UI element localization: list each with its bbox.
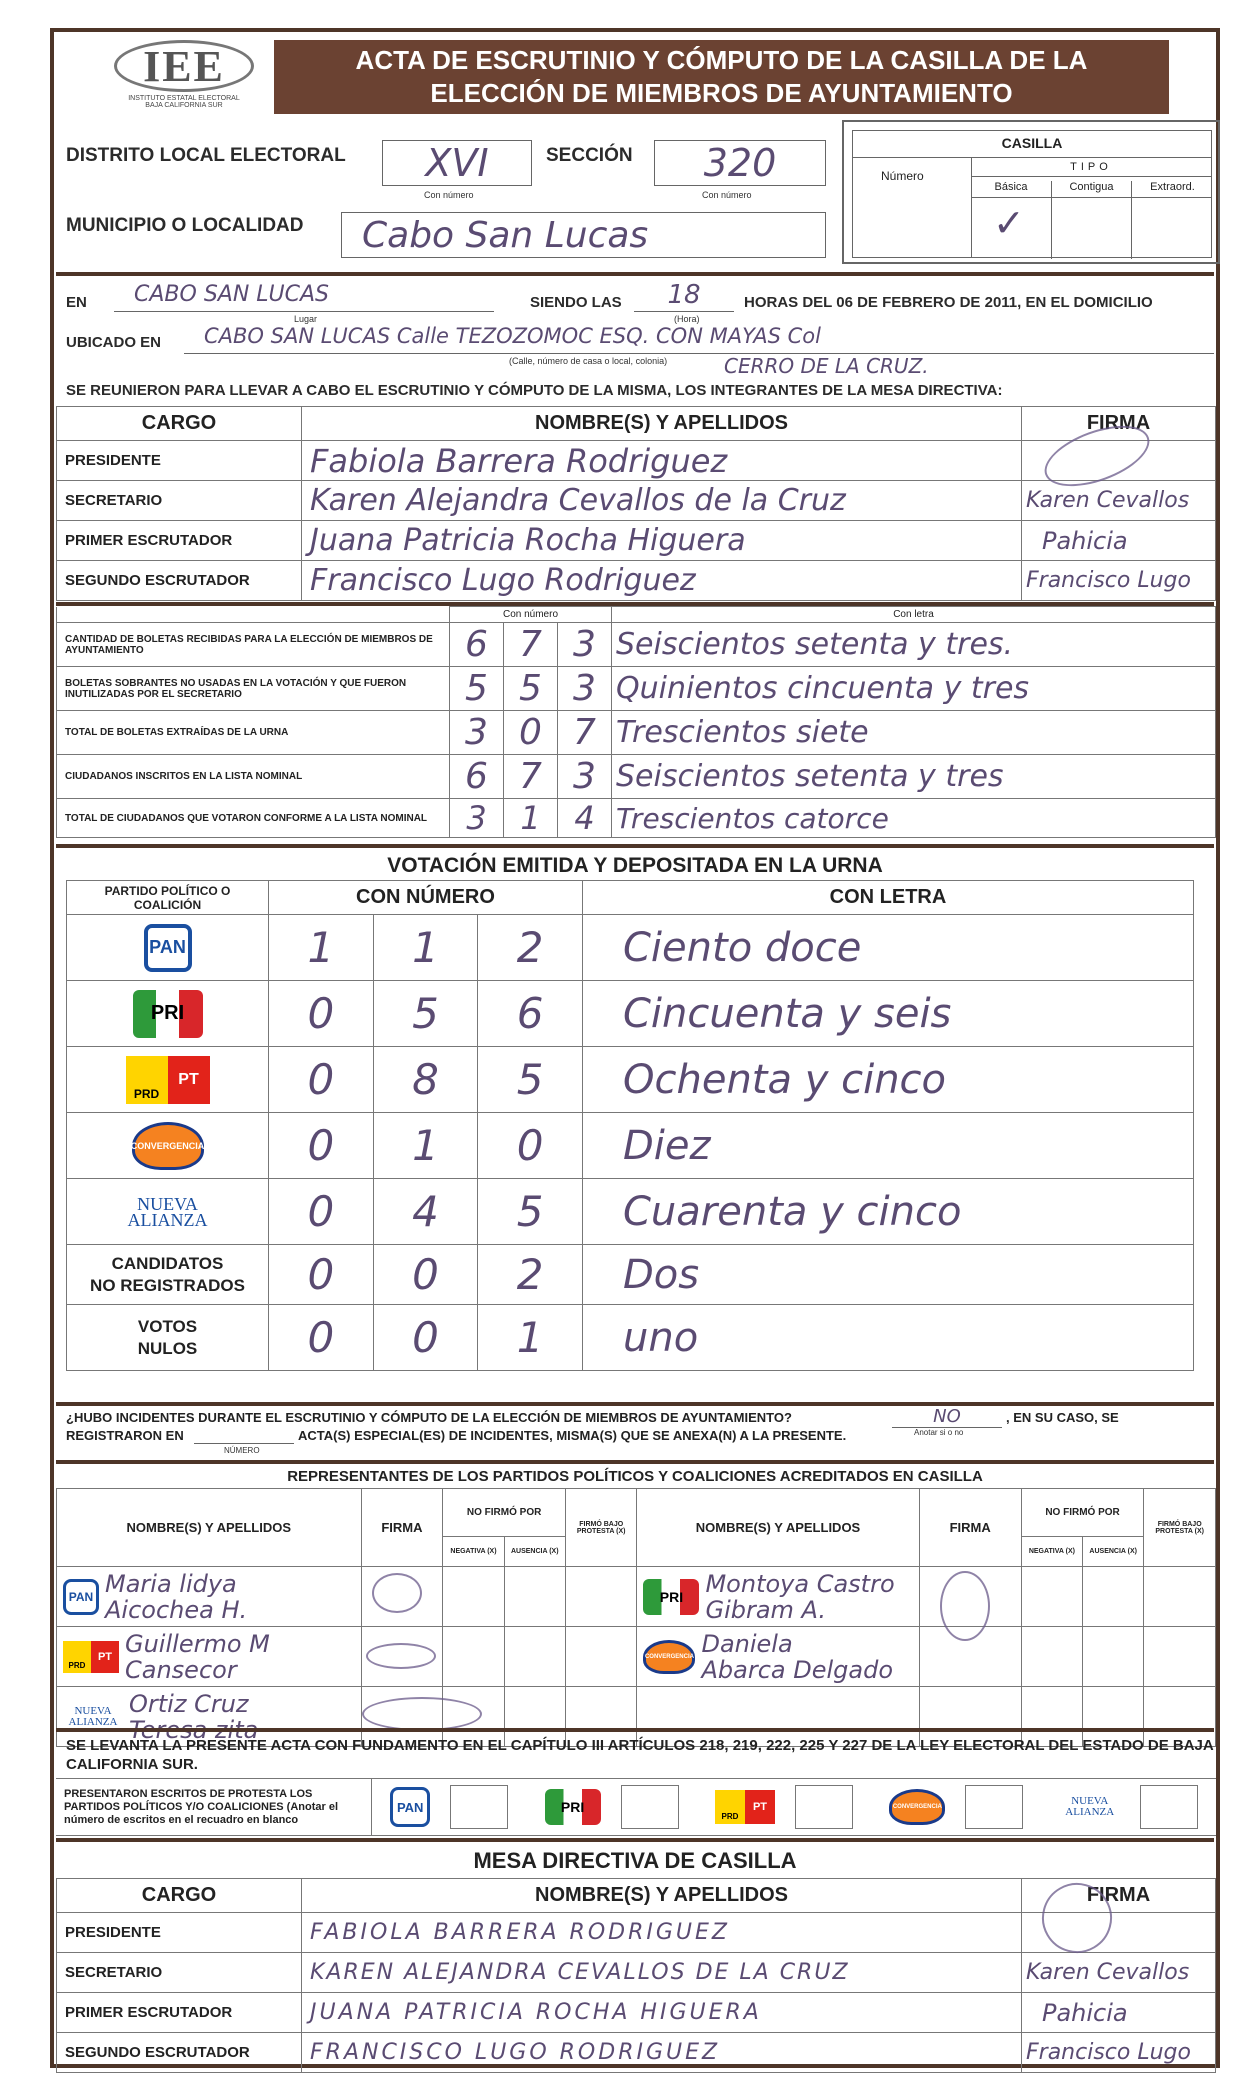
vn-line2: NULOS — [137, 1338, 198, 1358]
prd-pt-logo-icon — [126, 1056, 210, 1104]
na-logo-text1: NUEVA — [137, 1193, 198, 1214]
voto-digit[interactable]: 1 — [373, 1113, 478, 1179]
nombre-presidente[interactable]: Fabiola Barrera Rodriguez — [302, 441, 1022, 481]
rep-name-line1: Daniela — [701, 1629, 793, 1658]
voto-digit[interactable]: 0 — [269, 1305, 374, 1371]
casilla-tipo-divider — [971, 176, 1211, 177]
casilla-inner — [852, 130, 1212, 258]
hora-caption: (Hora) — [674, 314, 700, 324]
en-value[interactable]: CABO SAN LUCAS — [114, 282, 494, 312]
vn-line1: VOTOS — [137, 1316, 198, 1336]
voto-digit[interactable]: 5 — [478, 1179, 583, 1245]
representantes-table — [56, 1488, 1216, 1747]
rep-ausencia-cell[interactable] — [1083, 1627, 1144, 1687]
firma-presidente[interactable] — [1022, 1913, 1216, 1953]
rep-name — [129, 1691, 258, 1743]
voto-letra[interactable]: Ochenta y cinco — [583, 1047, 1194, 1113]
escritos-parties — [372, 1785, 1216, 1829]
boletas-digit[interactable]: 7 — [504, 623, 558, 667]
anotar-caption: Anotar si o no — [914, 1428, 964, 1437]
cargo-presidente: PRESIDENTE — [57, 441, 302, 481]
col-con-numero: CON NÚMERO — [269, 881, 583, 915]
rep-firma-scribble — [372, 1573, 422, 1613]
votacion-table — [66, 880, 1194, 1371]
boletas-letra[interactable]: Seiscientos setenta y tres — [612, 755, 1216, 799]
voto-digit[interactable]: 2 — [478, 915, 583, 981]
iee-logo-sub2: BAJA CALIFORNIA SUR — [145, 102, 223, 109]
seccion-label: SECCIÓN — [546, 145, 633, 166]
casilla-contigua: Contigua — [1051, 181, 1131, 259]
rep-name-line2: Aicochea H. — [105, 1595, 248, 1624]
rep-ausencia-left: AUSENCIA (X) — [504, 1537, 565, 1567]
rep-ausencia-right: AUSENCIA (X) — [1083, 1537, 1144, 1567]
seccion-caption: Con número — [702, 190, 752, 200]
casilla-extraord: Extraord. — [1131, 181, 1213, 259]
rep-row-convergencia[interactable] — [637, 1627, 919, 1687]
voto-digit[interactable]: 1 — [373, 915, 478, 981]
escritos-convergencia — [889, 1785, 1023, 1829]
col-cargo: CARGO — [57, 1879, 302, 1913]
escritos-prd-pt — [715, 1785, 853, 1829]
boletas-digit[interactable]: 4 — [558, 799, 612, 838]
pri-logo-icon: PRI — [545, 1789, 601, 1825]
escritos-nueva-alianza-box[interactable] — [1140, 1785, 1198, 1829]
firma-primer-escrutador[interactable]: Pahicia — [1022, 521, 1216, 561]
boletas-digit[interactable]: 6 — [450, 755, 504, 799]
voto-digit[interactable]: 2 — [478, 1245, 583, 1305]
rep-name-line1: Maria lidya — [105, 1569, 237, 1598]
rep-name — [125, 1631, 270, 1683]
nueva-alianza-logo-icon — [118, 1188, 218, 1236]
rep-firma[interactable] — [919, 1567, 1021, 1627]
col-cargo: CARGO — [57, 407, 302, 441]
rep-firma-scribble — [366, 1643, 436, 1669]
voto-digit[interactable]: 0 — [373, 1305, 478, 1371]
col-firma: FIRMA — [1022, 1879, 1216, 1913]
boletas-digit[interactable]: 0 — [504, 711, 558, 755]
escritos-row — [56, 1778, 1216, 1836]
cargo-secretario: SECRETARIO — [57, 481, 302, 521]
ubicado-value[interactable]: CABO SAN LUCAS Calle TEZOZOMOC ESQ. CON MAYAS Col — [184, 324, 1214, 354]
cargo-segundo-escrutador: SEGUNDO ESCRUTADOR — [57, 2033, 302, 2073]
mesa-directiva-table-2 — [56, 1878, 1216, 2073]
cnr-line1: CANDIDATOS — [111, 1253, 224, 1273]
rep-bajo-protesta-right: FIRMÓ BAJO PROTESTA (X) — [1144, 1489, 1216, 1567]
casilla-check-divider — [971, 197, 1211, 198]
voto-digit[interactable]: 8 — [373, 1047, 478, 1113]
party-prd-pt — [67, 1056, 268, 1104]
casilla-basica: Básica — [994, 181, 1028, 193]
convergencia-logo-icon: CONVERGENCIA — [132, 1122, 204, 1170]
rep-row-pri[interactable] — [637, 1567, 919, 1627]
escritos-convergencia-box[interactable] — [965, 1785, 1023, 1829]
party-convergencia — [67, 1122, 268, 1170]
nombre-presidente[interactable]: FABIOLA BARRERA RODRIGUEZ — [302, 1913, 1022, 1953]
rep-name-line1: Ortiz Cruz — [129, 1689, 249, 1718]
mesa-directiva-section — [56, 1838, 1214, 1842]
escritos-prd-pt-box[interactable] — [795, 1785, 853, 1829]
boletas-letra[interactable]: Seiscientos setenta y tres. — [612, 623, 1216, 667]
boletas-digit[interactable]: 3 — [558, 755, 612, 799]
voto-letra[interactable]: Cuarenta y cinco — [583, 1179, 1194, 1245]
pan-logo-icon: PAN — [144, 924, 192, 972]
boletas-row-label: CANTIDAD DE BOLETAS RECIBIDAS PARA LA ELECCIÓN DE MIEMBROS DE AYUNTAMIENTO — [57, 623, 450, 667]
firma-segundo-escrutador[interactable]: Francisco Lugo — [1022, 2033, 1216, 2073]
rep-no-firmo-left: NO FIRMÓ POR — [443, 1489, 566, 1537]
rep-name-line2: Abarca Delgado — [701, 1655, 893, 1684]
boletas-row-label: CIUDADANOS INSCRITOS EN LA LISTA NOMINAL — [57, 755, 450, 799]
lugar-caption: Lugar — [294, 314, 318, 324]
boletas-digit[interactable]: 3 — [450, 711, 504, 755]
votacion-title: VOTACIÓN EMITIDA Y DEPOSITADA EN LA URNA — [387, 854, 883, 877]
voto-letra[interactable]: Cincuenta y seis — [583, 981, 1194, 1047]
firma-secretario[interactable]: Karen Cevallos — [1022, 481, 1216, 521]
pan-logo-icon: PAN — [390, 1787, 430, 1827]
col-con-letra: CON LETRA — [583, 881, 1194, 915]
prd-pt-logo-icon: PRD PT — [63, 1641, 119, 1673]
escritos-nueva-alianza — [1060, 1785, 1198, 1829]
party-nueva-alianza — [67, 1188, 268, 1236]
distrito-value[interactable]: XVI — [382, 140, 532, 186]
incidentes-text2: , EN SU CASO, SE — [1006, 1410, 1119, 1425]
pan-logo-icon: PAN — [63, 1579, 99, 1615]
boletas-digit[interactable]: 3 — [558, 623, 612, 667]
rep-negativa-cell[interactable] — [443, 1627, 504, 1687]
voto-letra[interactable]: Ciento doce — [583, 915, 1194, 981]
cnr-line2: NO REGISTRADOS — [90, 1275, 245, 1295]
votacion-section — [56, 844, 1214, 848]
convergencia-logo-icon: CONVERGENCIA — [643, 1640, 695, 1674]
rep-name — [705, 1571, 894, 1623]
rep-protesta-cell[interactable] — [565, 1567, 637, 1627]
rep-ausencia-cell[interactable] — [504, 1627, 565, 1687]
rep-col-nombre-left: NOMBRE(S) Y APELLIDOS — [57, 1489, 362, 1567]
firma-primer-escrutador[interactable]: Pahicia — [1022, 1993, 1216, 2033]
casilla-title: CASILLA — [1001, 135, 1063, 151]
rep-row-prd-pt[interactable] — [57, 1627, 362, 1687]
boletas-digit[interactable]: 1 — [504, 799, 558, 838]
boletas-digit[interactable]: 3 — [558, 667, 612, 711]
acta-title-line2: ELECCIÓN DE MIEMBROS DE AYUNTAMIENTO — [430, 78, 1013, 108]
rep-name-line2: Gibram A. — [705, 1595, 827, 1624]
boletas-digit[interactable]: 5 — [504, 667, 558, 711]
rep-firma[interactable] — [361, 1627, 443, 1687]
numero-caption: NÚMERO — [224, 1446, 260, 1455]
rep-negativa-right: NEGATIVA (X) — [1021, 1537, 1082, 1567]
boletas-digit[interactable]: 7 — [558, 711, 612, 755]
rep-name-line2: Teresa zita — [129, 1715, 259, 1744]
nueva-alianza-logo-icon: NUEVA ALIANZA — [1065, 1795, 1115, 1818]
boletas-con-numero: Con número — [450, 607, 612, 623]
voto-letra[interactable]: Diez — [583, 1113, 1194, 1179]
rep-name-line1: Guillermo M — [125, 1629, 270, 1658]
party-cell-pri — [67, 981, 269, 1047]
col-partido: PARTIDO POLÍTICO O COALICIÓN — [67, 881, 269, 915]
boletas-letra[interactable]: Trescientos siete — [612, 711, 1216, 755]
firma-presidente[interactable] — [1022, 441, 1216, 481]
escritos-pan-box[interactable] — [450, 1785, 508, 1829]
representantes-section — [56, 1460, 1214, 1464]
en-label: EN — [66, 294, 87, 311]
ubicado-label: UBICADO EN — [66, 334, 162, 351]
boletas-digit[interactable]: 3 — [450, 799, 504, 838]
escritos-pri — [545, 1785, 679, 1829]
rep-negativa-cell[interactable] — [443, 1567, 504, 1627]
voto-digit[interactable]: 4 — [373, 1179, 478, 1245]
prd-logo-text: PRD — [126, 1056, 168, 1104]
rep-name-line1: Montoya Castro — [705, 1569, 895, 1598]
boletas-digit[interactable]: 6 — [450, 623, 504, 667]
reunieron-text: SE REUNIERON PARA LLEVAR A CABO EL ESCRUTINIO Y CÓMPUTO DE LA MISMA, LOS INTEGRANTES DE LA MESA DIRECTIVA: — [66, 382, 1003, 399]
nombre-primer-escrutador[interactable]: Juana Patricia Rocha Higuera — [302, 521, 1022, 561]
casilla-divider — [853, 157, 1211, 158]
hora-value[interactable]: 18 — [634, 280, 734, 312]
rep-negativa-cell[interactable] — [1021, 1627, 1082, 1687]
voto-digit[interactable]: 1 — [478, 1305, 583, 1371]
fundamento-text: SE LEVANTA LA PRESENTE ACTA CON FUNDAMENTO EN EL CAPÍTULO III ARTÍCULOS 218, 219, 222, 225 Y 227 DE LA LEY ELECTORAL DEL ESTADO DE BAJA CALIFORNIA SUR. — [66, 1737, 1214, 1773]
na-logo-text2: ALIANZA — [127, 1209, 208, 1230]
rep-no-firmo-right: NO FIRMÓ POR — [1021, 1489, 1144, 1537]
voto-digit[interactable]: 0 — [478, 1113, 583, 1179]
incidentes-numero-field[interactable] — [194, 1428, 294, 1444]
rep-ausencia-cell[interactable] — [1083, 1567, 1144, 1627]
party-pan — [67, 924, 268, 972]
mesa-directiva-title: MESA DIRECTIVA DE CASILLA — [473, 1848, 797, 1873]
iee-logo — [104, 40, 264, 120]
boletas-row-label: TOTAL DE BOLETAS EXTRAÍDAS DE LA URNA — [57, 711, 450, 755]
party-cell-convergencia — [67, 1113, 269, 1179]
pt-logo-text: PT — [168, 1056, 210, 1104]
rep-name-line2: Cansecor — [125, 1655, 237, 1684]
horas-text: HORAS DEL 06 DE FEBRERO DE 2011, EN EL DOMICILIO — [744, 294, 1153, 311]
voto-digit[interactable]: 5 — [373, 981, 478, 1047]
voto-letra[interactable]: Dos — [583, 1245, 1194, 1305]
voto-digit[interactable]: 0 — [269, 1245, 374, 1305]
nueva-alianza-logo-icon: NUEVA ALIANZA — [68, 1704, 118, 1728]
casilla-basica-check[interactable]: ✓ — [993, 201, 1025, 245]
municipio-value[interactable]: Cabo San Lucas — [341, 212, 826, 258]
nombre-primer-escrutador[interactable]: JUANA PATRICIA ROCHA HIGUERA — [302, 1993, 1022, 2033]
seccion-value[interactable]: 320 — [654, 140, 826, 186]
voto-digit[interactable]: 0 — [373, 1245, 478, 1305]
rep-row-pan[interactable] — [57, 1567, 362, 1627]
mesa-directiva-table — [56, 406, 1216, 601]
firma-secretario[interactable]: Karen Cevallos — [1022, 1953, 1216, 1993]
voto-letra[interactable]: uno — [583, 1305, 1194, 1371]
voto-digit[interactable]: 0 — [269, 1179, 374, 1245]
boletas-row-label: BOLETAS SOBRANTES NO USADAS EN LA VOTACIÓN Y QUE FUERON INUTILIZADAS POR EL SECRETARIO — [57, 667, 450, 711]
boletas-letra[interactable]: Quinientos cincuenta y tres — [612, 667, 1216, 711]
acta-title-line1: ACTA DE ESCRUTINIO Y CÓMPUTO DE LA CASILLA DE LA — [355, 45, 1088, 75]
siendo-label: SIENDO LAS — [530, 294, 622, 311]
rep-bajo-protesta-left: FIRMÓ BAJO PROTESTA (X) — [565, 1489, 637, 1567]
voto-digit[interactable]: 0 — [269, 1113, 374, 1179]
firma-segundo-escrutador[interactable]: Francisco Lugo — [1022, 561, 1216, 601]
convergencia-logo-icon: CONVERGENCIA — [889, 1789, 945, 1825]
voto-digit[interactable]: 0 — [269, 1047, 374, 1113]
escritos-pri-box[interactable] — [621, 1785, 679, 1829]
boletas-blank — [57, 607, 450, 623]
cargo-presidente: PRESIDENTE — [57, 1913, 302, 1953]
cargo-secretario: SECRETARIO — [57, 1953, 302, 1993]
votos-nulos-label — [67, 1305, 269, 1371]
cargo-primer-escrutador: PRIMER ESCRUTADOR — [57, 521, 302, 561]
voto-digit[interactable]: 6 — [478, 981, 583, 1047]
prd-pt-logo-icon: PRD PT — [715, 1790, 775, 1824]
casilla-box — [842, 120, 1220, 264]
rep-firma-scribble — [940, 1571, 990, 1641]
party-pri — [67, 990, 268, 1038]
rep-name — [105, 1571, 247, 1623]
boletas-table — [56, 606, 1216, 838]
boletas-digit[interactable]: 7 — [504, 755, 558, 799]
rep-col-nombre-right: NOMBRE(S) Y APELLIDOS — [637, 1489, 919, 1567]
nombre-segundo-escrutador[interactable]: FRANCISCO LUGO RODRIGUEZ — [302, 2033, 1022, 2073]
distrito-label: DISTRITO LOCAL ELECTORAL — [66, 145, 346, 166]
cargo-segundo-escrutador: SEGUNDO ESCRUTADOR — [57, 561, 302, 601]
incidentes-text3: REGISTRARON EN — [66, 1428, 184, 1443]
party-cell-prd-pt — [67, 1047, 269, 1113]
boletas-letra[interactable]: Trescientos catorce — [612, 799, 1216, 838]
rep-col-firma-left: FIRMA — [361, 1489, 443, 1567]
escritos-pan — [390, 1785, 508, 1829]
candidatos-no-registrados-label — [67, 1245, 269, 1305]
calle-caption: (Calle, número de casa o local, colonia) — [509, 356, 668, 366]
casilla-numero-label: Número — [881, 169, 924, 183]
pri-logo-icon: PRI — [643, 1579, 699, 1615]
col-nombre: NOMBRE(S) Y APELLIDOS — [302, 407, 1022, 441]
incidentes-answer[interactable]: NO — [892, 1406, 1002, 1428]
rep-ausencia-cell[interactable] — [504, 1567, 565, 1627]
casilla-tipo-label: TIPO — [1070, 161, 1112, 173]
voto-digit[interactable]: 1 — [269, 915, 374, 981]
voto-digit[interactable]: 5 — [478, 1047, 583, 1113]
ubicado-value2[interactable]: CERRO DE LA CRUZ. — [724, 354, 929, 378]
rep-name — [701, 1631, 893, 1683]
rep-negativa-left: NEGATIVA (X) — [443, 1537, 504, 1567]
rep-firma-scribble — [362, 1697, 482, 1731]
representantes-title: REPRESENTANTES DE LOS PARTIDOS POLÍTICOS Y COALICIONES ACREDITADOS EN CASILLA — [287, 1468, 983, 1485]
incidentes-text4: ACTA(S) ESPECIAL(ES) DE INCIDENTES, MISMA(S) QUE SE ANEXA(N) A LA PRESENTE. — [298, 1428, 847, 1443]
rep-firma[interactable] — [361, 1567, 443, 1627]
rep-negativa-cell[interactable] — [1021, 1567, 1082, 1627]
boletas-digit[interactable]: 5 — [450, 667, 504, 711]
distrito-caption: Con número — [424, 190, 474, 200]
rep-protesta-cell[interactable] — [565, 1627, 637, 1687]
boletas-con-letra: Con letra — [612, 607, 1216, 623]
lugar-section — [56, 272, 1214, 276]
iee-logo-sub1: INSTITUTO ESTATAL ELECTORAL — [128, 95, 240, 102]
boletas-row-label: TOTAL DE CIUDADANOS QUE VOTARON CONFORME A LA LISTA NOMINAL — [57, 799, 450, 838]
rep-protesta-cell[interactable] — [1144, 1567, 1216, 1627]
rep-col-firma-right: FIRMA — [919, 1489, 1021, 1567]
acta-page — [50, 28, 1220, 2068]
col-nombre: NOMBRE(S) Y APELLIDOS — [302, 1879, 1022, 1913]
iee-logo-mark: IEE — [114, 40, 254, 92]
escritos-text: PRESENTARON ESCRITOS DE PROTESTA LOS PARTIDOS POLÍTICOS Y/O COALICIONES (Anotar el número de escritos en el recuadro en blanco — [56, 1779, 372, 1835]
col-firma: FIRMA — [1022, 407, 1216, 441]
pri-logo-icon: PRI — [133, 990, 203, 1038]
party-cell-nueva-alianza — [67, 1179, 269, 1245]
incidentes-section — [56, 1402, 1214, 1406]
voto-digit[interactable]: 0 — [269, 981, 374, 1047]
nombre-secretario[interactable]: Karen Alejandra Cevallos de la Cruz — [302, 481, 1022, 521]
fundamento-section — [56, 1728, 1214, 1732]
rep-protesta-cell[interactable] — [1144, 1627, 1216, 1687]
nombre-segundo-escrutador[interactable]: Francisco Lugo Rodriguez — [302, 561, 1022, 601]
acta-title — [274, 40, 1169, 114]
municipio-label: MUNICIPIO O LOCALIDAD — [66, 215, 304, 236]
cargo-primer-escrutador: PRIMER ESCRUTADOR — [57, 1993, 302, 2033]
party-cell-pan — [67, 915, 269, 981]
nombre-secretario[interactable]: KAREN ALEJANDRA CEVALLOS DE LA CRUZ — [302, 1953, 1022, 1993]
incidentes-text1: ¿HUBO INCIDENTES DURANTE EL ESCRUTINIO Y CÓMPUTO DE LA ELECCIÓN DE MIEMBROS DE AYUNTAMIENTO? — [66, 1410, 792, 1425]
